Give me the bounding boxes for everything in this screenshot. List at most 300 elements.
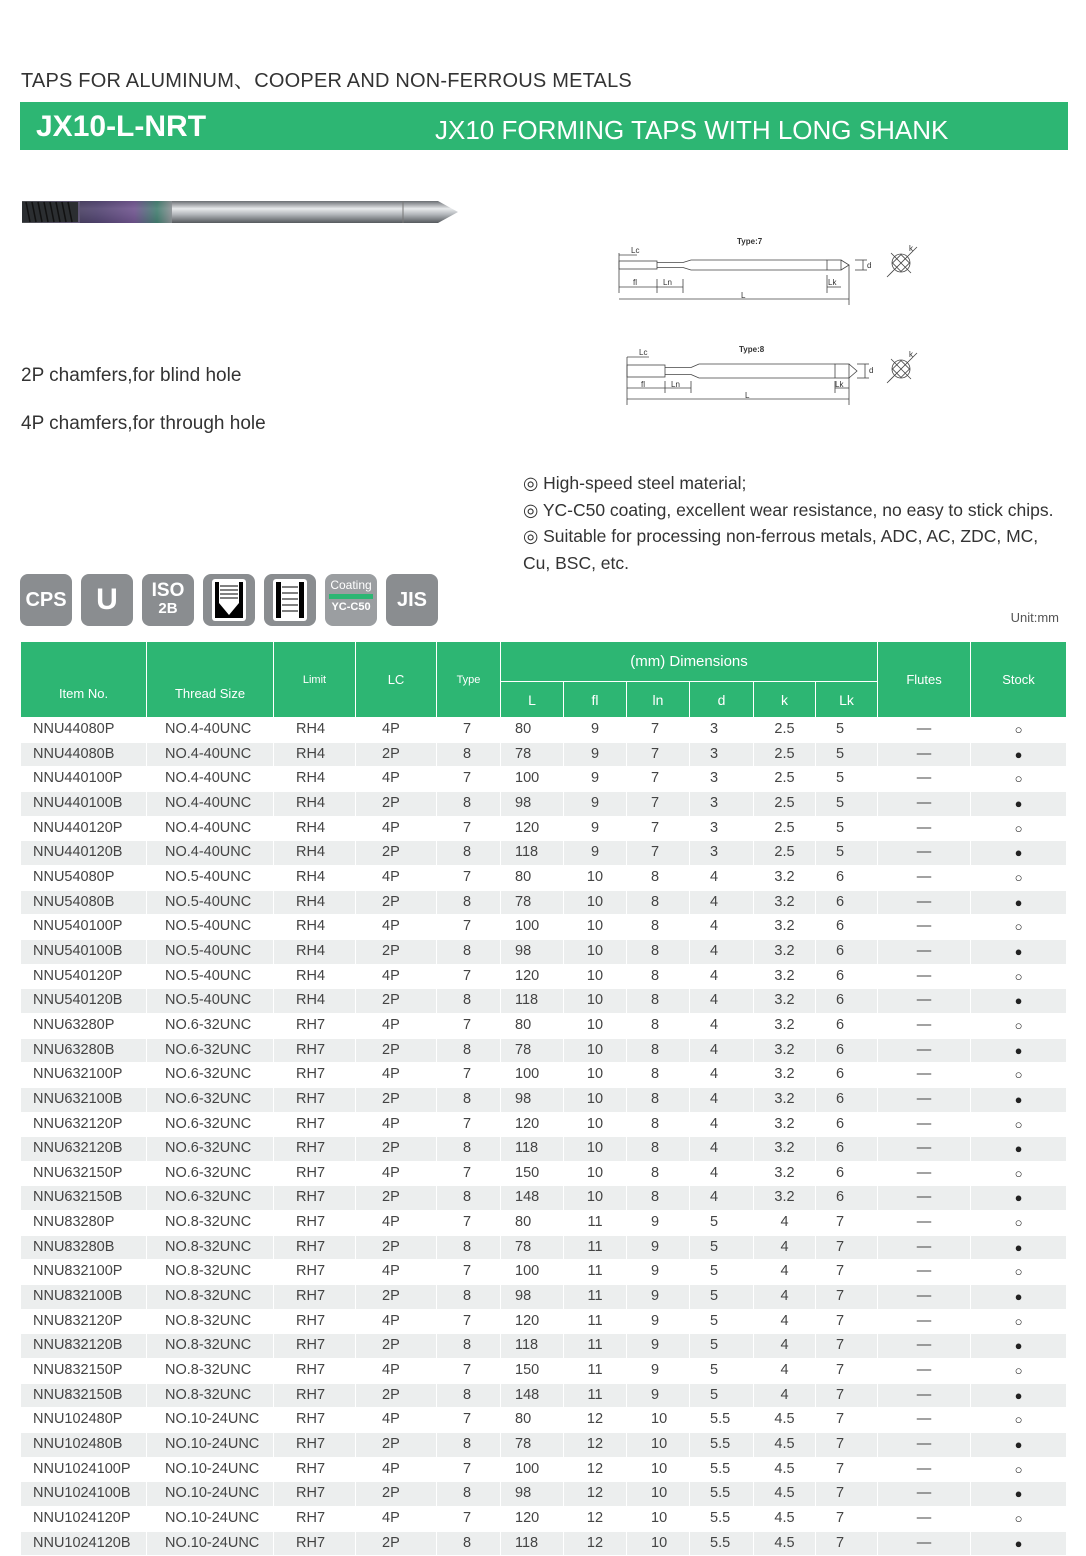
cell-type: 7 bbox=[437, 964, 501, 989]
cell-stock: ○ bbox=[971, 1309, 1067, 1334]
cell-d: 5 bbox=[690, 1235, 754, 1260]
type7-title: Type:7 bbox=[737, 237, 763, 246]
cell-flutes: — bbox=[878, 718, 971, 743]
cell-d: 4 bbox=[690, 989, 754, 1014]
cell-d: 5 bbox=[690, 1359, 754, 1384]
col-lc: LC bbox=[356, 642, 437, 718]
cell-type: 8 bbox=[437, 1285, 501, 1310]
cell-stock: ● bbox=[971, 1137, 1067, 1162]
cell-k: 4 bbox=[754, 1309, 816, 1334]
cell-ln: 8 bbox=[627, 1087, 690, 1112]
cell-l: 78 bbox=[501, 1235, 564, 1260]
cell-lk: 6 bbox=[816, 989, 878, 1014]
cell-lc: 2P bbox=[356, 890, 437, 915]
cell-d: 3 bbox=[690, 791, 754, 816]
cell-fl: 10 bbox=[564, 1038, 627, 1063]
blind-hole-icon bbox=[203, 574, 255, 626]
cell-stock: ● bbox=[971, 1482, 1067, 1507]
cell-ln: 8 bbox=[627, 915, 690, 940]
cell-l: 98 bbox=[501, 1285, 564, 1310]
cell-stock: ○ bbox=[971, 1161, 1067, 1186]
cell-ln: 10 bbox=[627, 1408, 690, 1433]
cell-lk: 6 bbox=[816, 964, 878, 989]
cell-limit: RH4 bbox=[274, 989, 356, 1014]
cell-l: 120 bbox=[501, 964, 564, 989]
cell-limit: RH7 bbox=[274, 1408, 356, 1433]
cell-fl: 12 bbox=[564, 1408, 627, 1433]
cell-ln: 8 bbox=[627, 1137, 690, 1162]
cell-lk: 5 bbox=[816, 841, 878, 866]
cell-lc: 4P bbox=[356, 1359, 437, 1384]
table-row bbox=[21, 1285, 1067, 1310]
cell-limit: RH7 bbox=[274, 1433, 356, 1458]
cell-thread: NO.10-24UNC bbox=[147, 1531, 274, 1556]
cell-item: NNU540120P bbox=[21, 964, 147, 989]
cell-type: 8 bbox=[437, 1482, 501, 1507]
table-row bbox=[21, 1186, 1067, 1211]
cell-lk: 7 bbox=[816, 1285, 878, 1310]
cell-k: 3.2 bbox=[754, 1112, 816, 1137]
cell-ln: 8 bbox=[627, 865, 690, 890]
cell-flutes: — bbox=[878, 1235, 971, 1260]
cell-lc: 2P bbox=[356, 1531, 437, 1556]
cell-flutes: — bbox=[878, 1359, 971, 1384]
cell-k: 2.5 bbox=[754, 767, 816, 792]
coating-badge bbox=[325, 574, 377, 626]
iso-class-label: 2B bbox=[158, 600, 178, 617]
cell-fl: 10 bbox=[564, 865, 627, 890]
cell-limit: RH4 bbox=[274, 767, 356, 792]
table-row bbox=[21, 1038, 1067, 1063]
cell-fl: 10 bbox=[564, 1013, 627, 1038]
coating-label: Coating bbox=[330, 578, 372, 592]
table-row bbox=[21, 1309, 1067, 1334]
cell-k: 4.5 bbox=[754, 1433, 816, 1458]
cell-lk: 5 bbox=[816, 816, 878, 841]
table-row bbox=[21, 1408, 1067, 1433]
cell-ln: 7 bbox=[627, 742, 690, 767]
cell-ln: 7 bbox=[627, 791, 690, 816]
col-l: L bbox=[501, 682, 564, 718]
cell-item: NNU632120B bbox=[21, 1137, 147, 1162]
cell-ln: 10 bbox=[627, 1531, 690, 1556]
cell-limit: RH4 bbox=[274, 890, 356, 915]
cell-item: NNU540100B bbox=[21, 939, 147, 964]
cell-type: 8 bbox=[437, 939, 501, 964]
cell-item: NNU540120B bbox=[21, 989, 147, 1014]
cell-thread: NO.5-40UNC bbox=[147, 890, 274, 915]
table-row bbox=[21, 816, 1067, 841]
cell-lk: 7 bbox=[816, 1383, 878, 1408]
col-item: Item No. bbox=[21, 642, 147, 718]
cell-item: NNU83280B bbox=[21, 1235, 147, 1260]
cell-d: 4 bbox=[690, 1087, 754, 1112]
cell-fl: 9 bbox=[564, 816, 627, 841]
cell-lk: 5 bbox=[816, 767, 878, 792]
cell-thread: NO.4-40UNC bbox=[147, 816, 274, 841]
cell-ln: 9 bbox=[627, 1309, 690, 1334]
cell-type: 8 bbox=[437, 791, 501, 816]
cell-fl: 12 bbox=[564, 1433, 627, 1458]
cell-item: NNU1024120P bbox=[21, 1507, 147, 1532]
cell-fl: 10 bbox=[564, 1063, 627, 1088]
table-row bbox=[21, 915, 1067, 940]
cell-lk: 6 bbox=[816, 890, 878, 915]
cell-fl: 11 bbox=[564, 1211, 627, 1236]
cell-l: 120 bbox=[501, 1112, 564, 1137]
page-subtitle: TAPS FOR ALUMINUM、COOPER AND NON-FERROUS METALS bbox=[21, 70, 632, 92]
cell-thread: NO.10-24UNC bbox=[147, 1433, 274, 1458]
cell-fl: 11 bbox=[564, 1309, 627, 1334]
cell-lk: 6 bbox=[816, 1087, 878, 1112]
col-d: d bbox=[690, 682, 754, 718]
cell-thread: NO.8-32UNC bbox=[147, 1235, 274, 1260]
cell-stock: ● bbox=[971, 841, 1067, 866]
cell-ln: 7 bbox=[627, 841, 690, 866]
cell-flutes: — bbox=[878, 1531, 971, 1556]
cell-k: 4 bbox=[754, 1359, 816, 1384]
cell-thread: NO.4-40UNC bbox=[147, 841, 274, 866]
cell-stock: ● bbox=[971, 890, 1067, 915]
cell-lk: 7 bbox=[816, 1457, 878, 1482]
cell-stock: ○ bbox=[971, 767, 1067, 792]
cell-item: NNU63280B bbox=[21, 1038, 147, 1063]
cell-limit: RH4 bbox=[274, 718, 356, 743]
cell-l: 150 bbox=[501, 1359, 564, 1384]
cell-k: 3.2 bbox=[754, 1013, 816, 1038]
cell-ln: 9 bbox=[627, 1260, 690, 1285]
col-flutes: Flutes bbox=[878, 642, 971, 718]
table-row bbox=[21, 1260, 1067, 1285]
cell-l: 100 bbox=[501, 1457, 564, 1482]
col-type: Type bbox=[437, 642, 501, 718]
cell-fl: 11 bbox=[564, 1260, 627, 1285]
cell-lc: 2P bbox=[356, 841, 437, 866]
cell-k: 3.2 bbox=[754, 1038, 816, 1063]
cell-lc: 2P bbox=[356, 1285, 437, 1310]
cell-ln: 9 bbox=[627, 1285, 690, 1310]
cell-lk: 5 bbox=[816, 791, 878, 816]
cell-item: NNU83280P bbox=[21, 1211, 147, 1236]
cell-k: 3.2 bbox=[754, 1063, 816, 1088]
cell-item: NNU832150P bbox=[21, 1359, 147, 1384]
cell-limit: RH4 bbox=[274, 742, 356, 767]
cell-item: NNU1024100P bbox=[21, 1457, 147, 1482]
cell-stock: ● bbox=[971, 1285, 1067, 1310]
cell-lc: 2P bbox=[356, 1235, 437, 1260]
table-row bbox=[21, 1433, 1067, 1458]
cell-ln: 9 bbox=[627, 1334, 690, 1359]
cell-lc: 4P bbox=[356, 1408, 437, 1433]
cell-fl: 9 bbox=[564, 791, 627, 816]
cell-k: 4 bbox=[754, 1285, 816, 1310]
cell-thread: NO.5-40UNC bbox=[147, 989, 274, 1014]
cell-d: 5 bbox=[690, 1309, 754, 1334]
cell-l: 118 bbox=[501, 1531, 564, 1556]
cell-type: 7 bbox=[437, 1013, 501, 1038]
cell-ln: 10 bbox=[627, 1457, 690, 1482]
type7-fl-label: fl bbox=[633, 278, 637, 287]
cell-fl: 11 bbox=[564, 1285, 627, 1310]
cell-item: NNU102480P bbox=[21, 1408, 147, 1433]
cell-lk: 7 bbox=[816, 1359, 878, 1384]
cell-lc: 2P bbox=[356, 1482, 437, 1507]
cell-stock: ○ bbox=[971, 1211, 1067, 1236]
table-row bbox=[21, 1137, 1067, 1162]
cell-flutes: — bbox=[878, 767, 971, 792]
cell-limit: RH7 bbox=[274, 1359, 356, 1384]
table-row bbox=[21, 939, 1067, 964]
cell-item: NNU1024120B bbox=[21, 1531, 147, 1556]
table-row bbox=[21, 1235, 1067, 1260]
cell-type: 7 bbox=[437, 1309, 501, 1334]
cell-fl: 10 bbox=[564, 1186, 627, 1211]
cell-l: 78 bbox=[501, 890, 564, 915]
cell-limit: RH7 bbox=[274, 1482, 356, 1507]
cell-lk: 6 bbox=[816, 865, 878, 890]
cell-lk: 7 bbox=[816, 1408, 878, 1433]
cell-l: 148 bbox=[501, 1383, 564, 1408]
cell-flutes: — bbox=[878, 890, 971, 915]
cell-type: 7 bbox=[437, 1457, 501, 1482]
cell-limit: RH7 bbox=[274, 1038, 356, 1063]
cell-flutes: — bbox=[878, 1087, 971, 1112]
cell-flutes: — bbox=[878, 1334, 971, 1359]
cell-stock: ○ bbox=[971, 1359, 1067, 1384]
cell-lc: 4P bbox=[356, 964, 437, 989]
cell-d: 4 bbox=[690, 890, 754, 915]
cell-flutes: — bbox=[878, 1161, 971, 1186]
cell-type: 8 bbox=[437, 1235, 501, 1260]
table-row bbox=[21, 1087, 1067, 1112]
chamfer-4p-text: 4P chamfers,for through hole bbox=[21, 413, 266, 434]
cell-fl: 10 bbox=[564, 915, 627, 940]
cell-thread: NO.6-32UNC bbox=[147, 1087, 274, 1112]
cell-thread: NO.10-24UNC bbox=[147, 1507, 274, 1532]
cell-l: 98 bbox=[501, 791, 564, 816]
cell-d: 3 bbox=[690, 816, 754, 841]
cell-limit: RH7 bbox=[274, 1334, 356, 1359]
cell-thread: NO.5-40UNC bbox=[147, 964, 274, 989]
cell-stock: ● bbox=[971, 1433, 1067, 1458]
cell-flutes: — bbox=[878, 1112, 971, 1137]
cell-l: 78 bbox=[501, 742, 564, 767]
cell-ln: 9 bbox=[627, 1383, 690, 1408]
cell-l: 118 bbox=[501, 1334, 564, 1359]
cell-thread: NO.4-40UNC bbox=[147, 718, 274, 743]
cell-lk: 5 bbox=[816, 742, 878, 767]
cell-item: NNU102480B bbox=[21, 1433, 147, 1458]
table-row bbox=[21, 1531, 1067, 1556]
cell-stock: ● bbox=[971, 1334, 1067, 1359]
cell-k: 2.5 bbox=[754, 742, 816, 767]
cell-thread: NO.6-32UNC bbox=[147, 1063, 274, 1088]
cell-d: 5 bbox=[690, 1285, 754, 1310]
cell-k: 4.5 bbox=[754, 1457, 816, 1482]
cell-d: 5.5 bbox=[690, 1408, 754, 1433]
type7-lk-label: Lk bbox=[828, 278, 837, 287]
cell-lc: 4P bbox=[356, 1161, 437, 1186]
cell-item: NNU440100B bbox=[21, 791, 147, 816]
cell-fl: 12 bbox=[564, 1507, 627, 1532]
cell-flutes: — bbox=[878, 1482, 971, 1507]
cell-ln: 10 bbox=[627, 1482, 690, 1507]
cell-l: 98 bbox=[501, 1482, 564, 1507]
col-limit: Limit bbox=[274, 642, 356, 718]
iso-label: ISO bbox=[151, 580, 185, 601]
cell-thread: NO.10-24UNC bbox=[147, 1408, 274, 1433]
cell-thread: NO.8-32UNC bbox=[147, 1260, 274, 1285]
cell-k: 4 bbox=[754, 1211, 816, 1236]
col-dimensions: (mm) Dimensions bbox=[501, 642, 878, 682]
cell-k: 3.2 bbox=[754, 939, 816, 964]
cell-lk: 6 bbox=[816, 1063, 878, 1088]
col-lk: Lk bbox=[816, 682, 878, 718]
cell-l: 100 bbox=[501, 767, 564, 792]
cell-flutes: — bbox=[878, 1186, 971, 1211]
cell-limit: RH7 bbox=[274, 1383, 356, 1408]
cell-stock: ○ bbox=[971, 865, 1067, 890]
cell-thread: NO.10-24UNC bbox=[147, 1482, 274, 1507]
cell-lc: 4P bbox=[356, 767, 437, 792]
cell-lc: 2P bbox=[356, 791, 437, 816]
cell-flutes: — bbox=[878, 1285, 971, 1310]
type7-ln-label: Ln bbox=[663, 278, 672, 287]
cell-fl: 11 bbox=[564, 1383, 627, 1408]
cell-thread: NO.8-32UNC bbox=[147, 1285, 274, 1310]
cell-item: NNU63280P bbox=[21, 1013, 147, 1038]
cell-fl: 12 bbox=[564, 1482, 627, 1507]
cell-ln: 8 bbox=[627, 1063, 690, 1088]
cell-k: 3.2 bbox=[754, 964, 816, 989]
cell-lc: 2P bbox=[356, 1383, 437, 1408]
cell-stock: ○ bbox=[971, 1457, 1067, 1482]
type8-k-label: k bbox=[909, 350, 913, 359]
cell-fl: 11 bbox=[564, 1334, 627, 1359]
cell-k: 4 bbox=[754, 1383, 816, 1408]
type8-title: Type:8 bbox=[739, 345, 765, 354]
cell-l: 118 bbox=[501, 989, 564, 1014]
cell-ln: 8 bbox=[627, 1038, 690, 1063]
cell-type: 8 bbox=[437, 1087, 501, 1112]
cell-type: 7 bbox=[437, 816, 501, 841]
cell-ln: 8 bbox=[627, 939, 690, 964]
product-code: JX10-L-NRT bbox=[36, 110, 207, 143]
cell-ln: 9 bbox=[627, 1235, 690, 1260]
table-row bbox=[21, 1063, 1067, 1088]
cell-limit: RH7 bbox=[274, 1531, 356, 1556]
cell-type: 8 bbox=[437, 1383, 501, 1408]
table-row bbox=[21, 841, 1067, 866]
cell-lc: 2P bbox=[356, 1137, 437, 1162]
cell-thread: NO.10-24UNC bbox=[147, 1457, 274, 1482]
cell-lc: 2P bbox=[356, 1186, 437, 1211]
cell-thread: NO.6-32UNC bbox=[147, 1137, 274, 1162]
cell-lk: 7 bbox=[816, 1433, 878, 1458]
cell-d: 4 bbox=[690, 1038, 754, 1063]
cell-lk: 6 bbox=[816, 1038, 878, 1063]
cell-limit: RH7 bbox=[274, 1211, 356, 1236]
table-row bbox=[21, 1013, 1067, 1038]
cell-ln: 9 bbox=[627, 1359, 690, 1384]
type8-d-label: d bbox=[869, 366, 874, 375]
cell-thread: NO.5-40UNC bbox=[147, 939, 274, 964]
cell-flutes: — bbox=[878, 1408, 971, 1433]
cell-item: NNU632150B bbox=[21, 1186, 147, 1211]
cell-item: NNU832120B bbox=[21, 1334, 147, 1359]
cell-type: 8 bbox=[437, 1334, 501, 1359]
cell-k: 4 bbox=[754, 1334, 816, 1359]
cell-item: NNU832100B bbox=[21, 1285, 147, 1310]
cell-lk: 6 bbox=[816, 1137, 878, 1162]
cell-flutes: — bbox=[878, 1063, 971, 1088]
cell-k: 4.5 bbox=[754, 1482, 816, 1507]
cell-limit: RH4 bbox=[274, 939, 356, 964]
cell-flutes: — bbox=[878, 1038, 971, 1063]
cell-type: 8 bbox=[437, 1137, 501, 1162]
cell-d: 4 bbox=[690, 915, 754, 940]
cell-fl: 10 bbox=[564, 1161, 627, 1186]
table-row bbox=[21, 1112, 1067, 1137]
cell-flutes: — bbox=[878, 964, 971, 989]
product-table bbox=[20, 641, 1067, 1556]
cell-limit: RH4 bbox=[274, 841, 356, 866]
cell-ln: 8 bbox=[627, 890, 690, 915]
cell-stock: ● bbox=[971, 791, 1067, 816]
feature-list bbox=[523, 470, 1063, 576]
cell-flutes: — bbox=[878, 742, 971, 767]
cell-k: 3.2 bbox=[754, 1161, 816, 1186]
cell-thread: NO.6-32UNC bbox=[147, 1112, 274, 1137]
cell-limit: RH7 bbox=[274, 1186, 356, 1211]
cell-limit: RH7 bbox=[274, 1309, 356, 1334]
cell-fl: 11 bbox=[564, 1359, 627, 1384]
cell-limit: RH7 bbox=[274, 1260, 356, 1285]
cell-type: 7 bbox=[437, 1063, 501, 1088]
cell-l: 98 bbox=[501, 939, 564, 964]
cell-limit: RH7 bbox=[274, 1457, 356, 1482]
table-row bbox=[21, 1383, 1067, 1408]
cell-limit: RH4 bbox=[274, 816, 356, 841]
cell-ln: 7 bbox=[627, 718, 690, 743]
cell-d: 4 bbox=[690, 964, 754, 989]
cell-stock: ○ bbox=[971, 1013, 1067, 1038]
cell-limit: RH7 bbox=[274, 1087, 356, 1112]
cell-k: 3.2 bbox=[754, 989, 816, 1014]
cell-l: 100 bbox=[501, 1063, 564, 1088]
cell-d: 5.5 bbox=[690, 1482, 754, 1507]
cell-flutes: — bbox=[878, 841, 971, 866]
cell-lc: 4P bbox=[356, 1112, 437, 1137]
cell-item: NNU44080B bbox=[21, 742, 147, 767]
cell-d: 5.5 bbox=[690, 1457, 754, 1482]
cell-thread: NO.5-40UNC bbox=[147, 865, 274, 890]
cell-l: 118 bbox=[501, 1137, 564, 1162]
cell-type: 7 bbox=[437, 1161, 501, 1186]
cell-d: 5 bbox=[690, 1260, 754, 1285]
cell-item: NNU632100B bbox=[21, 1087, 147, 1112]
cell-type: 8 bbox=[437, 1038, 501, 1063]
coating-type-label: YC-C50 bbox=[331, 601, 371, 613]
cell-flutes: — bbox=[878, 1383, 971, 1408]
cell-lk: 6 bbox=[816, 1112, 878, 1137]
type8-lc-label: Lc bbox=[639, 348, 648, 357]
table-row bbox=[21, 1482, 1067, 1507]
cell-lc: 4P bbox=[356, 865, 437, 890]
cell-fl: 10 bbox=[564, 989, 627, 1014]
cell-stock: ● bbox=[971, 989, 1067, 1014]
coating-bar bbox=[329, 594, 373, 599]
